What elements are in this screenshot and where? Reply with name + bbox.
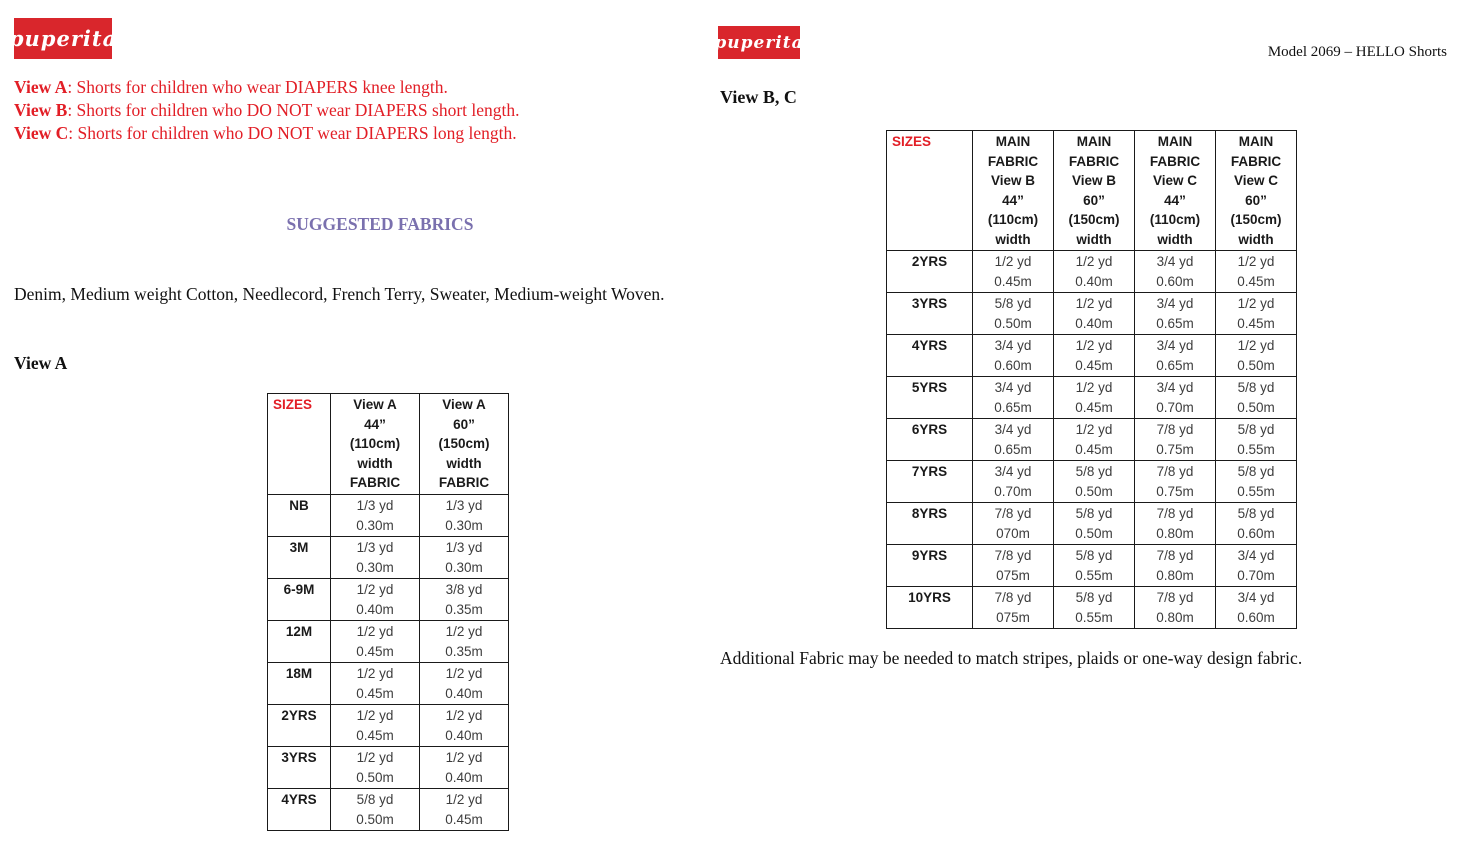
fabric-amount-cell: 3/4 yd 0.65m [1135,335,1216,377]
puperita-logo-text: puperita [714,32,804,53]
view-descriptions [14,76,714,145]
fabric-amount-cell: 7/8 yd 0.80m [1135,503,1216,545]
size-cell: 3YRS [887,293,973,335]
fabric-amount-cell: 7/8 yd 075m [973,545,1054,587]
column-header-cell: MAIN FABRIC View C 60” (150cm) width [1216,131,1297,251]
fabric-amount-cell: 1/2 yd 0.45m [1216,251,1297,293]
puperita-logo [8,18,118,59]
fabric-amount-cell: 1/3 yd 0.30m [420,537,509,579]
table-row [887,251,1297,293]
table-row [268,537,509,579]
fabric-amount-cell: 5/8 yd 0.60m [1216,503,1297,545]
size-cell: 3YRS [268,747,331,789]
size-cell: 9YRS [887,545,973,587]
fabric-amount-cell: 7/8 yd 0.80m [1135,587,1216,629]
fabric-amount-cell: 5/8 yd 0.55m [1216,419,1297,461]
view-a-text: : Shorts for children who wear DIAPERS knee length. [67,77,448,97]
table-row [887,293,1297,335]
suggested-fabrics-heading: SUGGESTED FABRICS [286,214,474,234]
view-a-label: View A [14,77,68,97]
view-b-text: : Shorts for children who DO NOT wear DIAPERS short length. [67,100,520,120]
column-header-cell: MAIN FABRIC View B 60” (150cm) width [1054,131,1135,251]
puperita-logo-text: puperita [8,26,118,51]
sizes-header-cell: SIZES [887,131,973,251]
fabric-amount-cell: 3/8 yd 0.35m [420,579,509,621]
column-header-cell: MAIN FABRIC View C 44” (110cm) width [1135,131,1216,251]
fabric-amount-cell: 5/8 yd 0.55m [1054,545,1135,587]
sizes-header-cell: SIZES [268,394,331,495]
size-cell: 6-9M [268,579,331,621]
fabric-amount-cell: 1/2 yd 0.45m [331,663,420,705]
fabric-amount-cell: 1/2 yd 0.40m [420,663,509,705]
fabric-amount-cell: 1/2 yd 0.45m [331,621,420,663]
fabric-amount-cell: 5/8 yd 0.50m [331,789,420,831]
size-cell: 18M [268,663,331,705]
size-cell: NB [268,495,331,537]
view-c-label: View C [14,123,69,143]
table-row [268,621,509,663]
fabric-amount-cell: 1/2 yd 0.35m [420,621,509,663]
column-header-cell: MAIN FABRIC View B 44” (110cm) width [973,131,1054,251]
fabric-amount-cell: 5/8 yd 0.50m [1054,503,1135,545]
fabric-amount-cell: 1/2 yd 0.40m [331,579,420,621]
table-row [268,663,509,705]
size-cell: 5YRS [887,377,973,419]
table-row [268,705,509,747]
table-row [887,503,1297,545]
fabric-amount-cell: 1/2 yd 0.50m [1216,335,1297,377]
view-bc-heading: View B, C [720,87,797,107]
fabric-amount-cell: 1/2 yd 0.50m [331,747,420,789]
fabric-amount-cell: 1/2 yd 0.40m [1054,251,1135,293]
fabric-amount-cell: 1/3 yd 0.30m [331,537,420,579]
table-row [268,789,509,831]
view-b-label: View B [14,100,68,120]
fabric-amount-cell: 1/2 yd 0.40m [420,747,509,789]
size-cell: 12M [268,621,331,663]
fabric-amount-cell: 7/8 yd 0.75m [1135,419,1216,461]
fabric-amount-cell: 3/4 yd 0.60m [1135,251,1216,293]
view-c-text: : Shorts for children who DO NOT wear DIAPERS long length. [68,123,517,143]
fabric-amount-cell: 5/8 yd 0.50m [1054,461,1135,503]
fabric-amount-cell: 1/2 yd 0.45m [973,251,1054,293]
fabric-amount-cell: 5/8 yd 0.50m [1216,377,1297,419]
size-cell: 10YRS [887,587,973,629]
fabric-amount-cell: 3/4 yd 0.70m [1135,377,1216,419]
fabric-amount-cell: 1/2 yd 0.40m [420,705,509,747]
view-bc-fabric-table [886,130,1297,629]
fabric-amount-cell: 7/8 yd 0.80m [1135,545,1216,587]
view-a-description [14,76,714,99]
fabric-amount-cell: 3/4 yd 0.70m [973,461,1054,503]
size-cell: 6YRS [887,419,973,461]
fabric-amount-cell: 3/4 yd 0.65m [973,419,1054,461]
fabric-amount-cell: 1/2 yd 0.45m [1216,293,1297,335]
column-header-cell: View A 60” (150cm) width FABRIC [420,394,509,495]
view-b-description [14,99,714,122]
fabric-amount-cell: 1/2 yd 0.45m [331,705,420,747]
fabric-amount-cell: 5/8 yd 0.55m [1216,461,1297,503]
fabric-amount-cell: 1/2 yd 0.45m [1054,419,1135,461]
model-label: Model 2069 – HELLO Shorts [1267,44,1447,60]
fabric-amount-cell: 3/4 yd 0.70m [1216,545,1297,587]
fabric-amount-cell: 3/4 yd 0.65m [1135,293,1216,335]
fabrics-paragraph: Denim, Medium weight Cotton, Needlecord, French Terry, Sweater, Medium-weight Woven. [14,284,665,304]
table-row [887,419,1297,461]
table-row [887,545,1297,587]
view-a-fabric-table [267,393,509,831]
fabric-amount-cell: 1/2 yd 0.45m [1054,377,1135,419]
view-a-heading: View A [14,353,68,373]
size-cell: 4YRS [887,335,973,377]
fabric-amount-cell: 7/8 yd 0.75m [1135,461,1216,503]
table-row [887,587,1297,629]
view-c-description [14,122,714,145]
fabric-amount-cell: 3/4 yd 0.60m [1216,587,1297,629]
fabric-amount-cell: 7/8 yd 075m [973,587,1054,629]
fabric-amount-cell: 3/4 yd 0.65m [973,377,1054,419]
fabric-amount-cell: 5/8 yd 0.55m [1054,587,1135,629]
fabric-amount-cell: 5/8 yd 0.50m [973,293,1054,335]
table-header-row [887,131,1297,251]
size-cell: 2YRS [887,251,973,293]
table-header-row [268,394,509,495]
fabric-amount-cell: 1/2 yd 0.45m [420,789,509,831]
table-row [887,377,1297,419]
additional-fabric-note: Additional Fabric may be needed to match stripes, plaids or one-way design fabric. [720,648,1303,668]
fabric-amount-cell: 1/3 yd 0.30m [331,495,420,537]
puperita-logo [714,26,804,59]
fabric-amount-cell: 1/2 yd 0.45m [1054,335,1135,377]
size-cell: 3M [268,537,331,579]
column-header-cell: View A 44” (110cm) width FABRIC [331,394,420,495]
table-row [887,461,1297,503]
size-cell: 4YRS [268,789,331,831]
fabric-amount-cell: 1/2 yd 0.40m [1054,293,1135,335]
fabric-amount-cell: 1/3 yd 0.30m [420,495,509,537]
table-row [268,579,509,621]
size-cell: 8YRS [887,503,973,545]
table-row [887,335,1297,377]
fabric-amount-cell: 3/4 yd 0.60m [973,335,1054,377]
size-cell: 2YRS [268,705,331,747]
size-cell: 7YRS [887,461,973,503]
table-row [268,747,509,789]
fabric-amount-cell: 7/8 yd 070m [973,503,1054,545]
table-row [268,495,509,537]
